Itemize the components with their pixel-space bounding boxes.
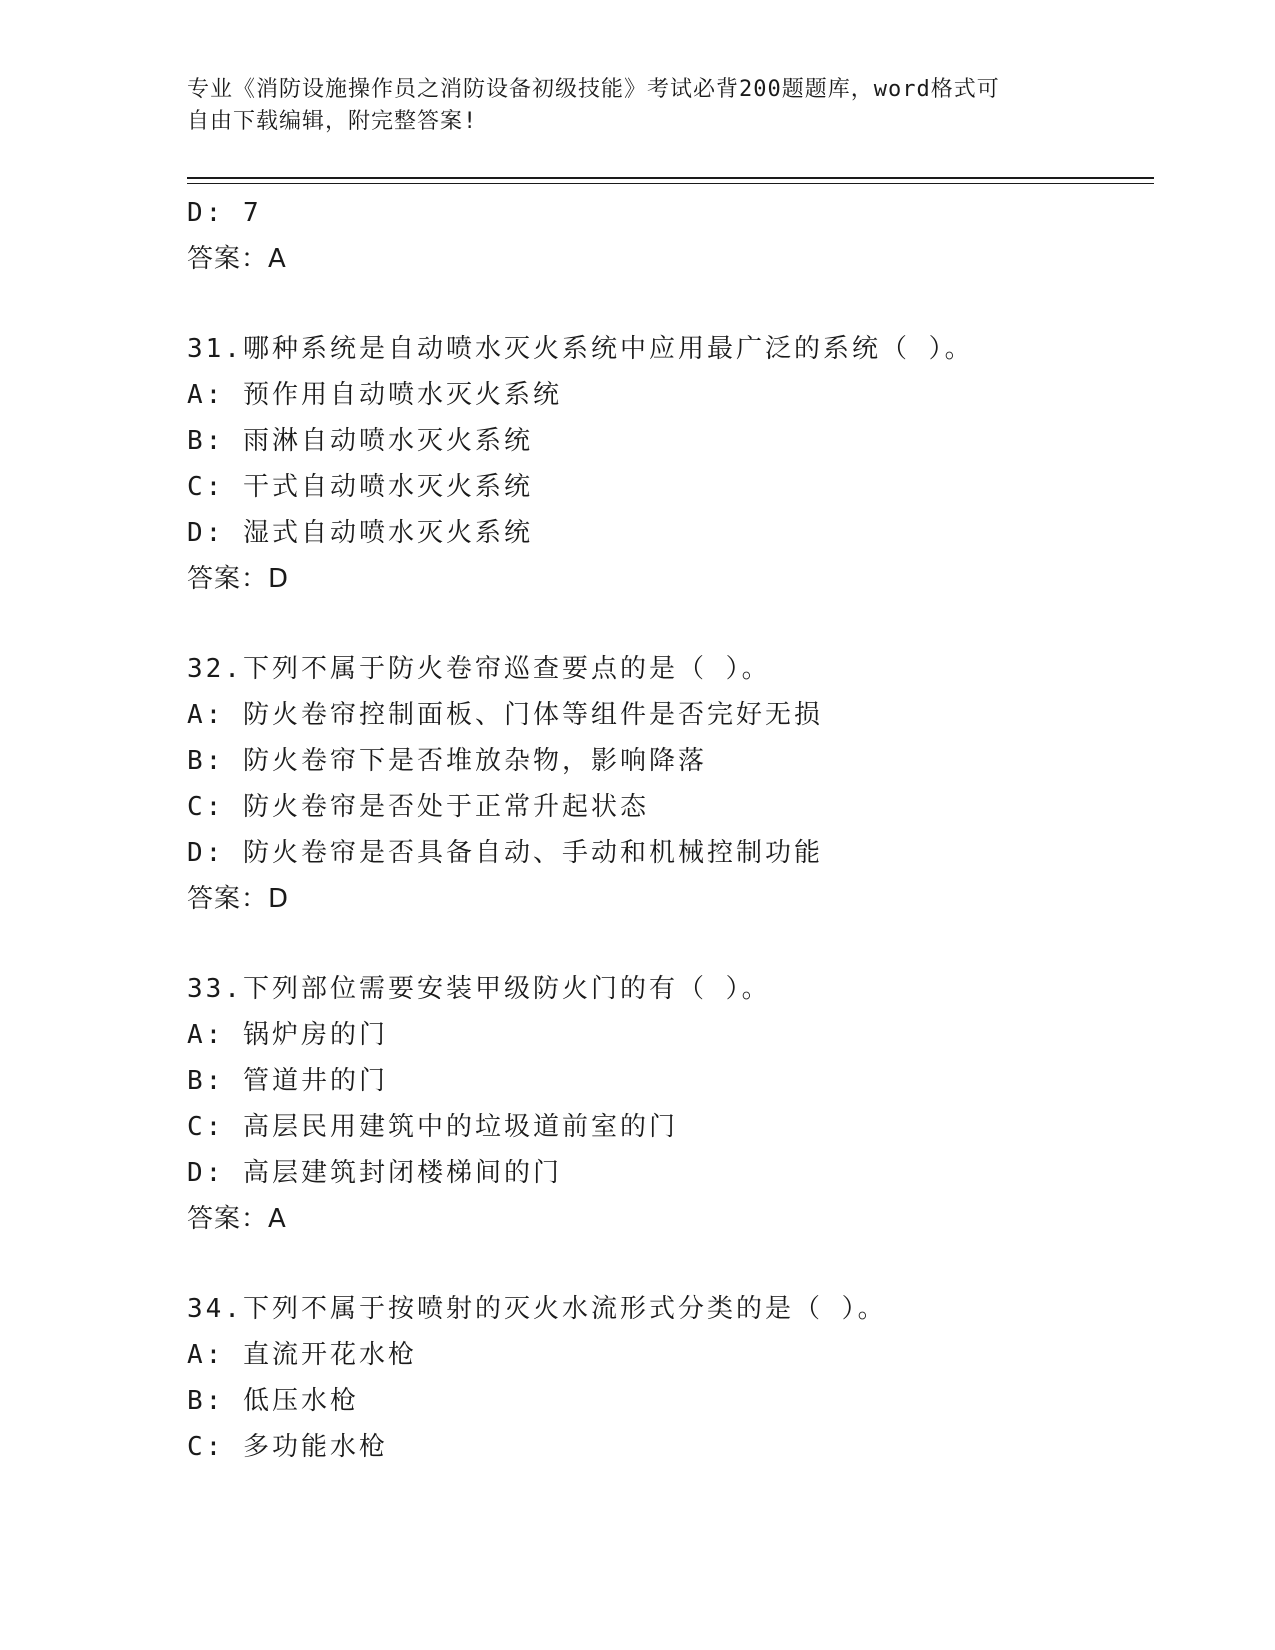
option-c: C: 多功能水枪	[187, 1432, 388, 1462]
option-d: D: 防火卷帘是否具备自动、手动和机械控制功能	[187, 838, 823, 868]
option-b: B: 雨淋自动喷水灭火系统	[187, 426, 533, 456]
header-line-1: 专业《消防设施操作员之消防设备初级技能》考试必背200题题库，word格式可	[187, 77, 1000, 102]
option-c: C: 干式自动喷水灭火系统	[187, 472, 533, 502]
question-31	[187, 326, 1147, 602]
spacer	[187, 1242, 1147, 1286]
header-line-2: 自由下载编辑，附完整答案!	[187, 109, 478, 134]
option-a: A: 防火卷帘控制面板、门体等组件是否完好无损	[187, 700, 823, 730]
option-d: D: 高层建筑封闭楼梯间的门	[187, 1158, 562, 1188]
question-33	[187, 966, 1147, 1242]
header-divider-thick	[187, 177, 1154, 179]
question-stem: 31.哪种系统是自动喷水灭火系统中应用最广泛的系统（ ）。	[187, 334, 974, 364]
question-stem: 34.下列不属于按喷射的灭火水流形式分类的是（ ）。	[187, 1294, 887, 1324]
header-divider-thin	[187, 183, 1154, 184]
question-32	[187, 646, 1147, 922]
answer-line: 答案：A	[187, 244, 287, 274]
spacer	[187, 922, 1147, 966]
option-b: B: 管道井的门	[187, 1066, 388, 1096]
answer-line: 答案：A	[187, 1204, 287, 1234]
spacer	[187, 282, 1147, 326]
previous-question-tail	[187, 190, 1147, 282]
answer-line: 答案：D	[187, 884, 290, 914]
answer-line: 答案：D	[187, 564, 290, 594]
option-a: A: 锅炉房的门	[187, 1020, 388, 1050]
option-a: A: 直流开花水枪	[187, 1340, 417, 1370]
option-b: B: 防火卷帘下是否堆放杂物，影响降落	[187, 746, 707, 776]
question-stem: 33.下列部位需要安装甲级防火门的有（ ）。	[187, 974, 771, 1004]
option-a: A: 预作用自动喷水灭火系统	[187, 380, 562, 410]
option-c: C: 防火卷帘是否处于正常升起状态	[187, 792, 649, 822]
option-b: B: 低压水枪	[187, 1386, 359, 1416]
option-d: D: 湿式自动喷水灭火系统	[187, 518, 533, 548]
page-header	[187, 74, 1087, 138]
option-c: C: 高层民用建筑中的垃圾道前室的门	[187, 1112, 678, 1142]
option-d: D: 7	[187, 198, 262, 228]
question-list	[187, 190, 1147, 1470]
spacer	[187, 602, 1147, 646]
question-34	[187, 1286, 1147, 1470]
question-stem: 32.下列不属于防火卷帘巡查要点的是（ ）。	[187, 654, 771, 684]
